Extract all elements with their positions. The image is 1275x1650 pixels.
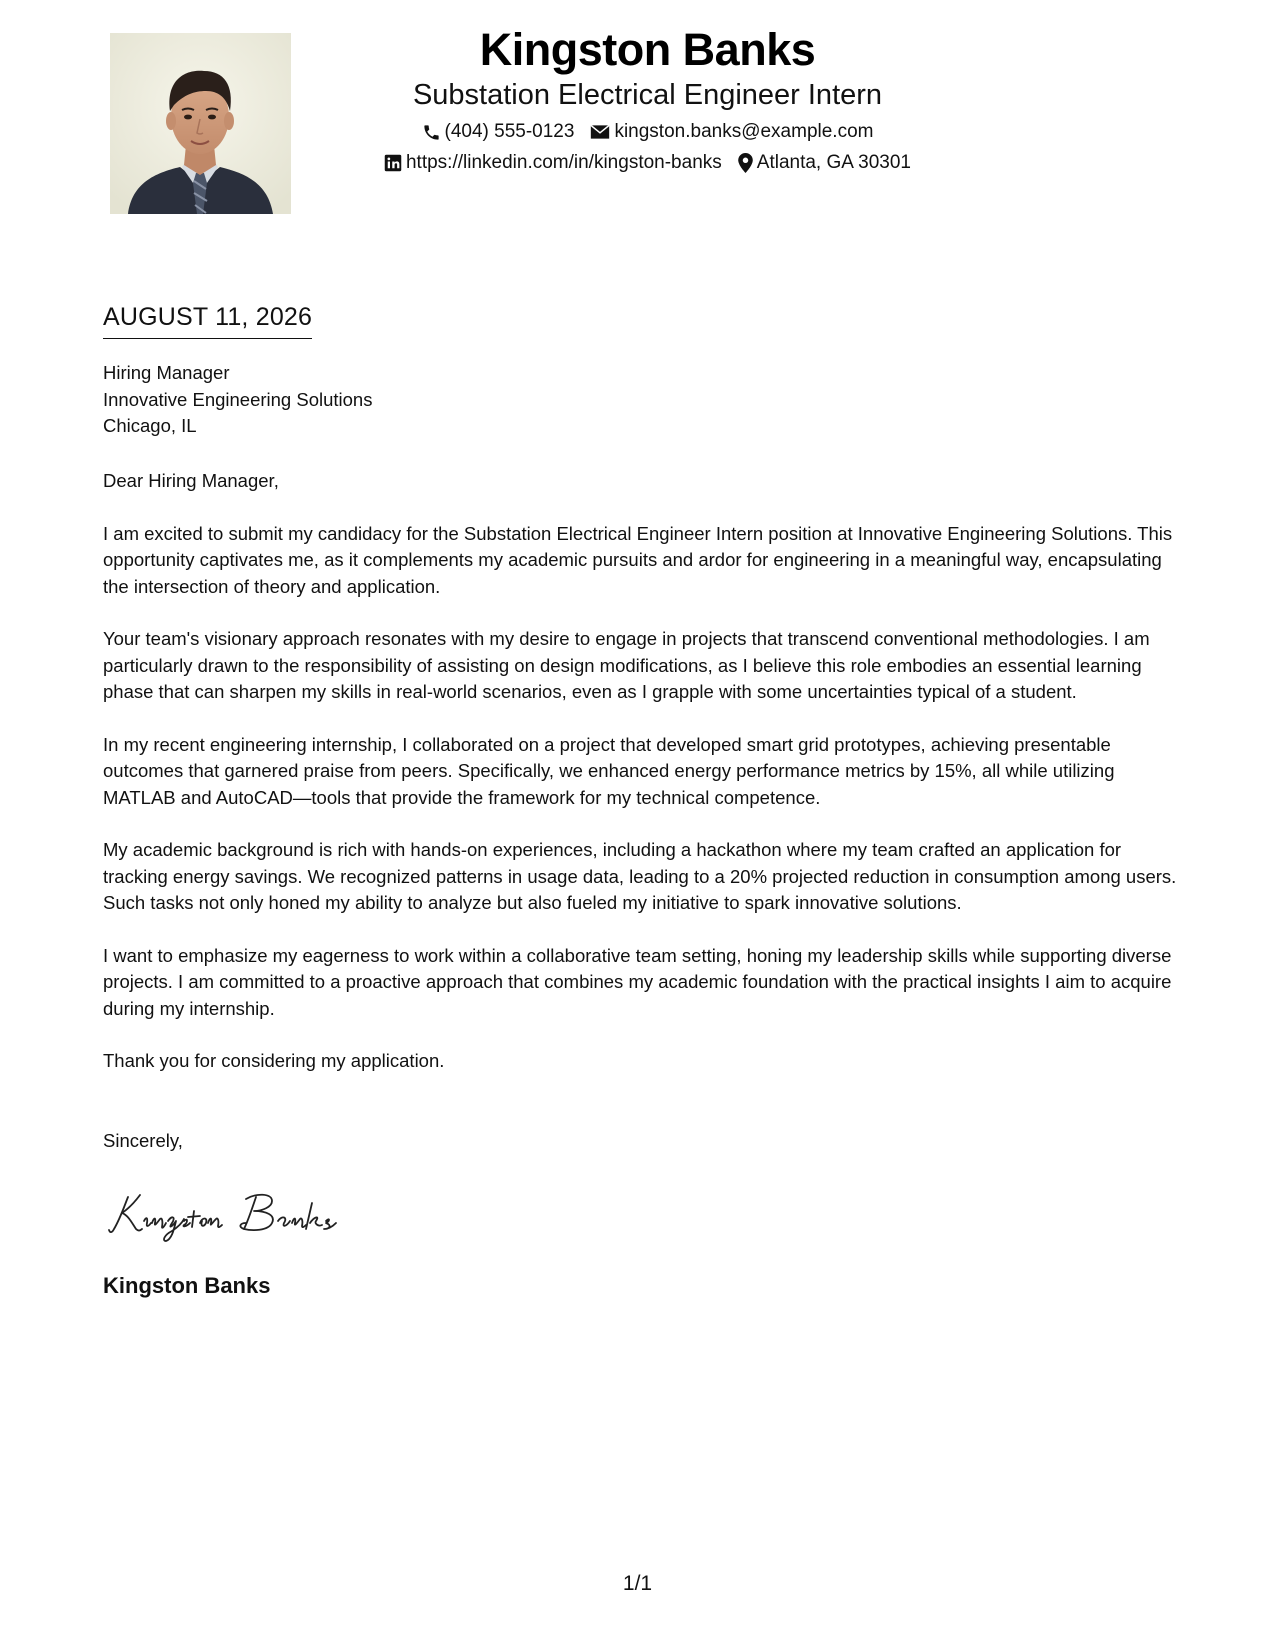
linkedin-contact <box>384 151 722 175</box>
paragraph-internship: In my recent engineering internship, I collaborated on a project that developed smart grid prototypes, achieving presentable outcomes that garnered praise from peers. Specifically, we enhanced energy performance metrics by 15%, all while utilizing MATLAB and AutoCAD—tools that provide the framework for my technical competence. <box>103 733 1115 808</box>
letter-body <box>103 468 1183 1101</box>
signature-image <box>106 1183 366 1243</box>
location-text: Atlanta, GA 30301 <box>756 152 911 173</box>
profile-photo <box>110 33 291 214</box>
paragraph-team: Your team's visionary approach resonates with my desire to engage in projects that transcend conventional methodologies. I am particularly drawn to the responsibility of assisting on design modifications, as I believe this role embodies an essential learning phase that can sharpen my skills in real-world scenarios, even as I grapple with some uncertainties typical of a student. <box>103 628 1150 702</box>
recipient-company: Innovative Engineering Solutions <box>103 388 373 410</box>
map-marker-icon <box>738 153 753 173</box>
phone-contact <box>422 120 575 144</box>
phone-number[interactable]: (404) 555-0123 <box>444 121 575 142</box>
recipient-city: Chicago, IL <box>103 415 197 436</box>
letter-date: AUGUST 11, 2026 <box>103 302 312 339</box>
linkedin-icon <box>384 154 402 172</box>
paragraph-eagerness: I want to emphasize my eagerness to work within a collaborative team setting, honing my leadership skills while supporting diverse projects. I am committed to a proactive approach that combines my academic foundation with the practical insights I aim to acquire during my internship. <box>103 944 1172 1019</box>
paragraph-thanks: Thank you for considering my application. <box>103 1050 445 1071</box>
recipient-title: Hiring Manager <box>103 362 230 383</box>
letter-header <box>300 22 995 175</box>
phone-icon <box>422 123 441 142</box>
recipient-block <box>103 360 372 440</box>
page-number: 1/1 <box>622 1572 653 1595</box>
salutation: Dear Hiring Manager, <box>103 470 279 491</box>
location-contact <box>738 151 911 175</box>
paragraph-intro: I am excited to submit my candidacy for the Substation Electrical Engineer Intern position at Innovative Engineering Solutions. This opportunity captivates me, as it complements my academic pursuits and ardor for engineering in a meaningful way, encapsulating the intersection of theory and application. <box>103 522 1173 597</box>
job-title: Substation Electrical Engineer Intern <box>412 79 883 111</box>
email-address[interactable]: kingston.banks@example.com <box>614 121 874 142</box>
email-contact <box>590 120 873 144</box>
applicant-name: Kingston Banks <box>479 24 816 75</box>
closing: Sincerely, <box>103 1130 183 1151</box>
paragraph-academic: My academic background is rich with hands-on experiences, including a hackathon where my team crafted an application for tracking energy savings. We recognized patterns in usage data, leading to a 20% projected reduction in consumption among users. Such tasks not only honed my ability to analyze but also fueled my initiative to spark innovative solutions. <box>103 839 1177 913</box>
envelope-icon <box>590 124 610 140</box>
contact-row-secondary <box>300 151 995 175</box>
signer-name: Kingston Banks <box>103 1273 271 1298</box>
contact-row-primary <box>300 120 995 144</box>
linkedin-url[interactable]: https://linkedin.com/in/kingston-banks <box>405 152 722 173</box>
